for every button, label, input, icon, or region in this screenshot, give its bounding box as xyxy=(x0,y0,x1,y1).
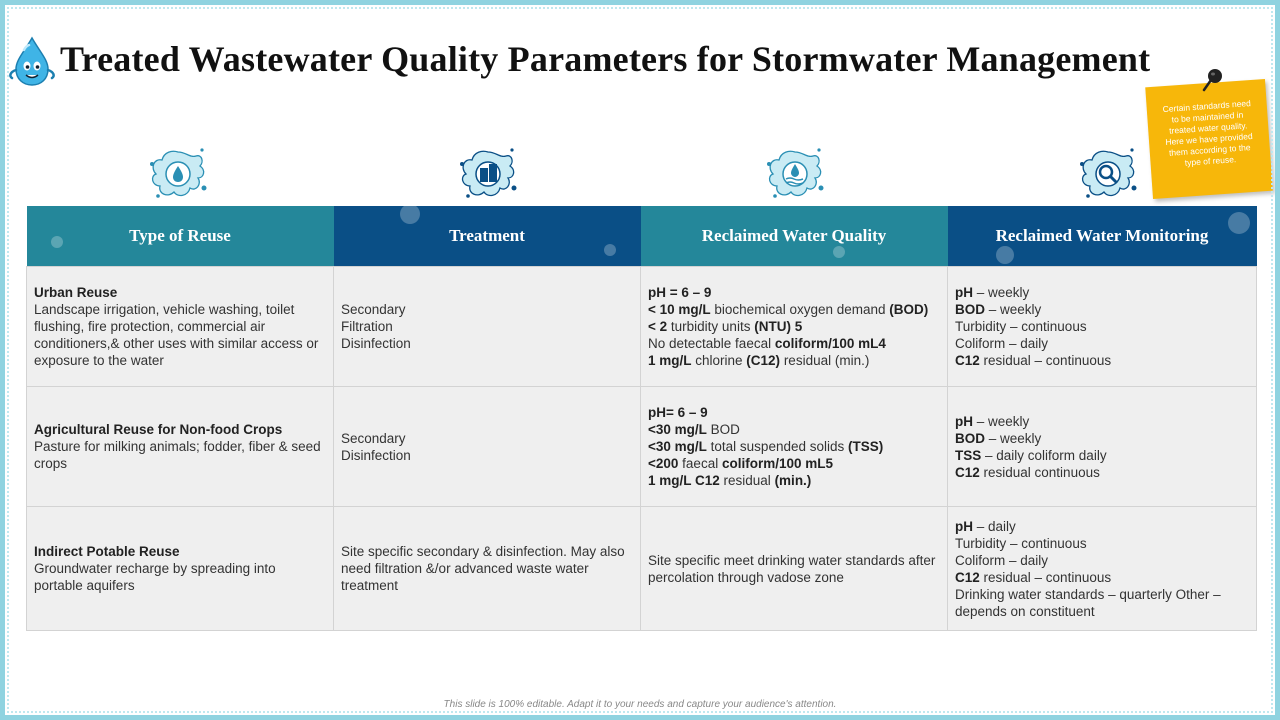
cell-line xyxy=(955,430,1249,447)
cell-text: pH xyxy=(955,518,973,534)
cell-text: – daily xyxy=(973,518,1016,534)
cell-text: residual continuous xyxy=(979,464,1100,480)
cell-line xyxy=(955,301,1249,318)
quality-text: Site specific meet drinking water standards after percolation through vadose zone xyxy=(648,552,936,585)
table-row xyxy=(27,507,1257,631)
treatment-step: Disinfection xyxy=(341,447,411,463)
cell-text: residual xyxy=(719,473,775,488)
cell-line xyxy=(648,421,940,438)
cell-text: No detectable faecal xyxy=(648,336,775,351)
cell-line xyxy=(955,518,1249,535)
header-treatment xyxy=(334,206,641,267)
cell-text: chlorine xyxy=(691,353,747,368)
monitoring-magnifier-icon xyxy=(1076,144,1140,204)
page-title: Treated Wastewater Quality Parameters for Stormwater Management xyxy=(60,39,1151,79)
cell-text: <200 xyxy=(648,456,679,471)
cell-text: pH = 6 – 9 xyxy=(648,285,712,300)
water-quality-drop-icon xyxy=(763,144,827,204)
treatment-step: Secondary xyxy=(341,430,406,446)
table-header-row xyxy=(27,206,1257,267)
decor-bubble xyxy=(400,206,420,224)
cell-line xyxy=(648,284,940,301)
table-row xyxy=(27,267,1257,387)
cell-text: total suspended solids xyxy=(706,439,848,454)
cell-text: (NTU) 5 xyxy=(754,319,803,334)
cell-text: (BOD) xyxy=(889,302,929,317)
cell-line xyxy=(648,352,940,369)
footer-note: This slide is 100% editable. Adapt it to your needs and capture your audience's attention. xyxy=(443,699,837,710)
reuse-title: Urban Reuse xyxy=(34,285,118,300)
cell-line xyxy=(955,413,1249,430)
reuse-title: Agricultural Reuse for Non-food Crops xyxy=(34,422,283,437)
type-cell xyxy=(27,387,334,507)
cell-line xyxy=(955,352,1249,369)
header-reclaimed-water-quality xyxy=(641,206,948,267)
recycle-water-icon xyxy=(146,144,210,204)
cell-line xyxy=(955,335,1249,352)
cell-text: – weekly xyxy=(985,430,1042,446)
cell-text: – weekly xyxy=(985,302,1042,317)
cell-text: BOD xyxy=(955,430,985,446)
monitoring-cell xyxy=(948,267,1257,387)
decor-bubble xyxy=(996,246,1014,264)
cell-text: residual – continuous xyxy=(979,569,1112,585)
cell-text: Turbidity – continuous xyxy=(955,319,1087,334)
cell-line xyxy=(955,284,1249,301)
cell-text: <30 mg/L xyxy=(648,439,707,454)
cell-line xyxy=(955,464,1249,481)
cell-text: coliform/100 mL5 xyxy=(721,456,833,471)
type-cell xyxy=(27,507,334,631)
treatment-text: Site specific secondary & disinfection. May also need filtration &/or advanced waste water treatment xyxy=(341,544,625,593)
header-label: Treatment xyxy=(449,226,525,245)
cell-text: residual (min.) xyxy=(780,353,870,368)
header-label: Type of Reuse xyxy=(129,226,231,245)
cell-text: C12 xyxy=(955,464,980,480)
monitoring-cell xyxy=(948,387,1257,507)
cell-line xyxy=(648,455,940,472)
header-reclaimed-water-monitoring xyxy=(948,206,1257,267)
reuse-description: Pasture for milking animals; fodder, fiber & seed crops xyxy=(34,439,321,471)
water-drop-mascot-icon xyxy=(8,36,56,88)
cell-text: pH xyxy=(955,413,973,429)
decor-bubble xyxy=(1228,212,1250,234)
header-label: Reclaimed Water Quality xyxy=(701,226,887,245)
treatment-cell xyxy=(334,267,641,387)
cell-text: (TSS) xyxy=(848,439,884,454)
cell-text: < 2 xyxy=(648,319,668,334)
treatment-cell xyxy=(334,387,641,507)
cell-text: C12 xyxy=(955,569,980,585)
cell-line xyxy=(955,586,1249,620)
cell-line xyxy=(955,552,1249,569)
cell-text: (min.) xyxy=(774,473,812,488)
cell-line xyxy=(648,318,940,335)
reuse-description: Groundwater recharge by spreading into portable aquifers xyxy=(34,561,276,593)
cell-text: <30 mg/L xyxy=(648,422,707,437)
cell-text: C12 xyxy=(955,353,980,368)
cell-line xyxy=(648,335,940,352)
cell-text: pH= 6 – 9 xyxy=(648,405,708,420)
quality-cell xyxy=(641,267,948,387)
header-label: Reclaimed Water Monitoring xyxy=(995,226,1209,245)
decor-bubble xyxy=(833,246,845,258)
cell-text: pH xyxy=(955,285,973,300)
cell-text: turbidity units xyxy=(667,319,755,334)
cell-text: faecal xyxy=(678,456,722,471)
cell-text: biochemical oxygen demand xyxy=(710,302,890,317)
cell-text: Turbidity – continuous xyxy=(955,535,1087,551)
cell-text: Coliform – daily xyxy=(955,336,1049,351)
reuse-title: Indirect Potable Reuse xyxy=(34,544,180,559)
decor-bubble xyxy=(604,244,616,256)
cell-line xyxy=(955,447,1249,464)
cell-text: BOD xyxy=(955,302,985,317)
cell-line xyxy=(955,569,1249,586)
treatment-step: Secondary xyxy=(341,302,406,317)
cell-text: – weekly xyxy=(973,285,1030,300)
reuse-description: Landscape irrigation, vehicle washing, toilet flushing, fire protection, commercial air conditioners,& other uses with similar access or exposure to the water xyxy=(34,302,319,368)
quality-cell xyxy=(641,387,948,507)
cell-text: 1 mg/L C12 xyxy=(648,473,720,488)
cell-text: TSS xyxy=(955,447,982,463)
type-cell xyxy=(27,267,334,387)
cell-line xyxy=(955,535,1249,552)
cell-text: residual – continuous xyxy=(979,353,1112,368)
treatment-step: Disinfection xyxy=(341,336,411,351)
sticky-note: Certain standards need to be maintained in treated water quality. Here we have provided them according to the type of reuse. xyxy=(1145,79,1273,199)
push-pin-icon xyxy=(1199,66,1227,94)
cell-text: BOD xyxy=(706,422,740,437)
quality-cell xyxy=(641,507,948,631)
cell-line xyxy=(955,318,1249,335)
treatment-cell xyxy=(334,507,641,631)
cell-line xyxy=(648,438,940,455)
cell-text: Drinking water standards – quarterly Other – depends on constituent xyxy=(955,586,1221,619)
cell-line xyxy=(648,301,940,318)
decor-bubble xyxy=(51,236,63,248)
monitoring-cell xyxy=(948,507,1257,631)
quality-parameters-table xyxy=(26,206,1257,631)
header-type-of-reuse xyxy=(27,206,334,267)
cell-text: < 10 mg/L xyxy=(648,302,711,317)
cell-line xyxy=(648,404,940,421)
cell-text: Coliform – daily xyxy=(955,552,1049,568)
table-row xyxy=(27,387,1257,507)
cell-text: 1 mg/L xyxy=(648,353,692,368)
treatment-step: Filtration xyxy=(341,319,393,334)
cell-text: – daily coliform daily xyxy=(981,447,1107,463)
cell-line xyxy=(648,472,940,489)
water-tank-icon xyxy=(456,144,520,204)
cell-text: coliform/100 mL4 xyxy=(774,336,886,351)
cell-text: (C12) xyxy=(746,353,781,368)
cell-text: – weekly xyxy=(973,413,1030,429)
